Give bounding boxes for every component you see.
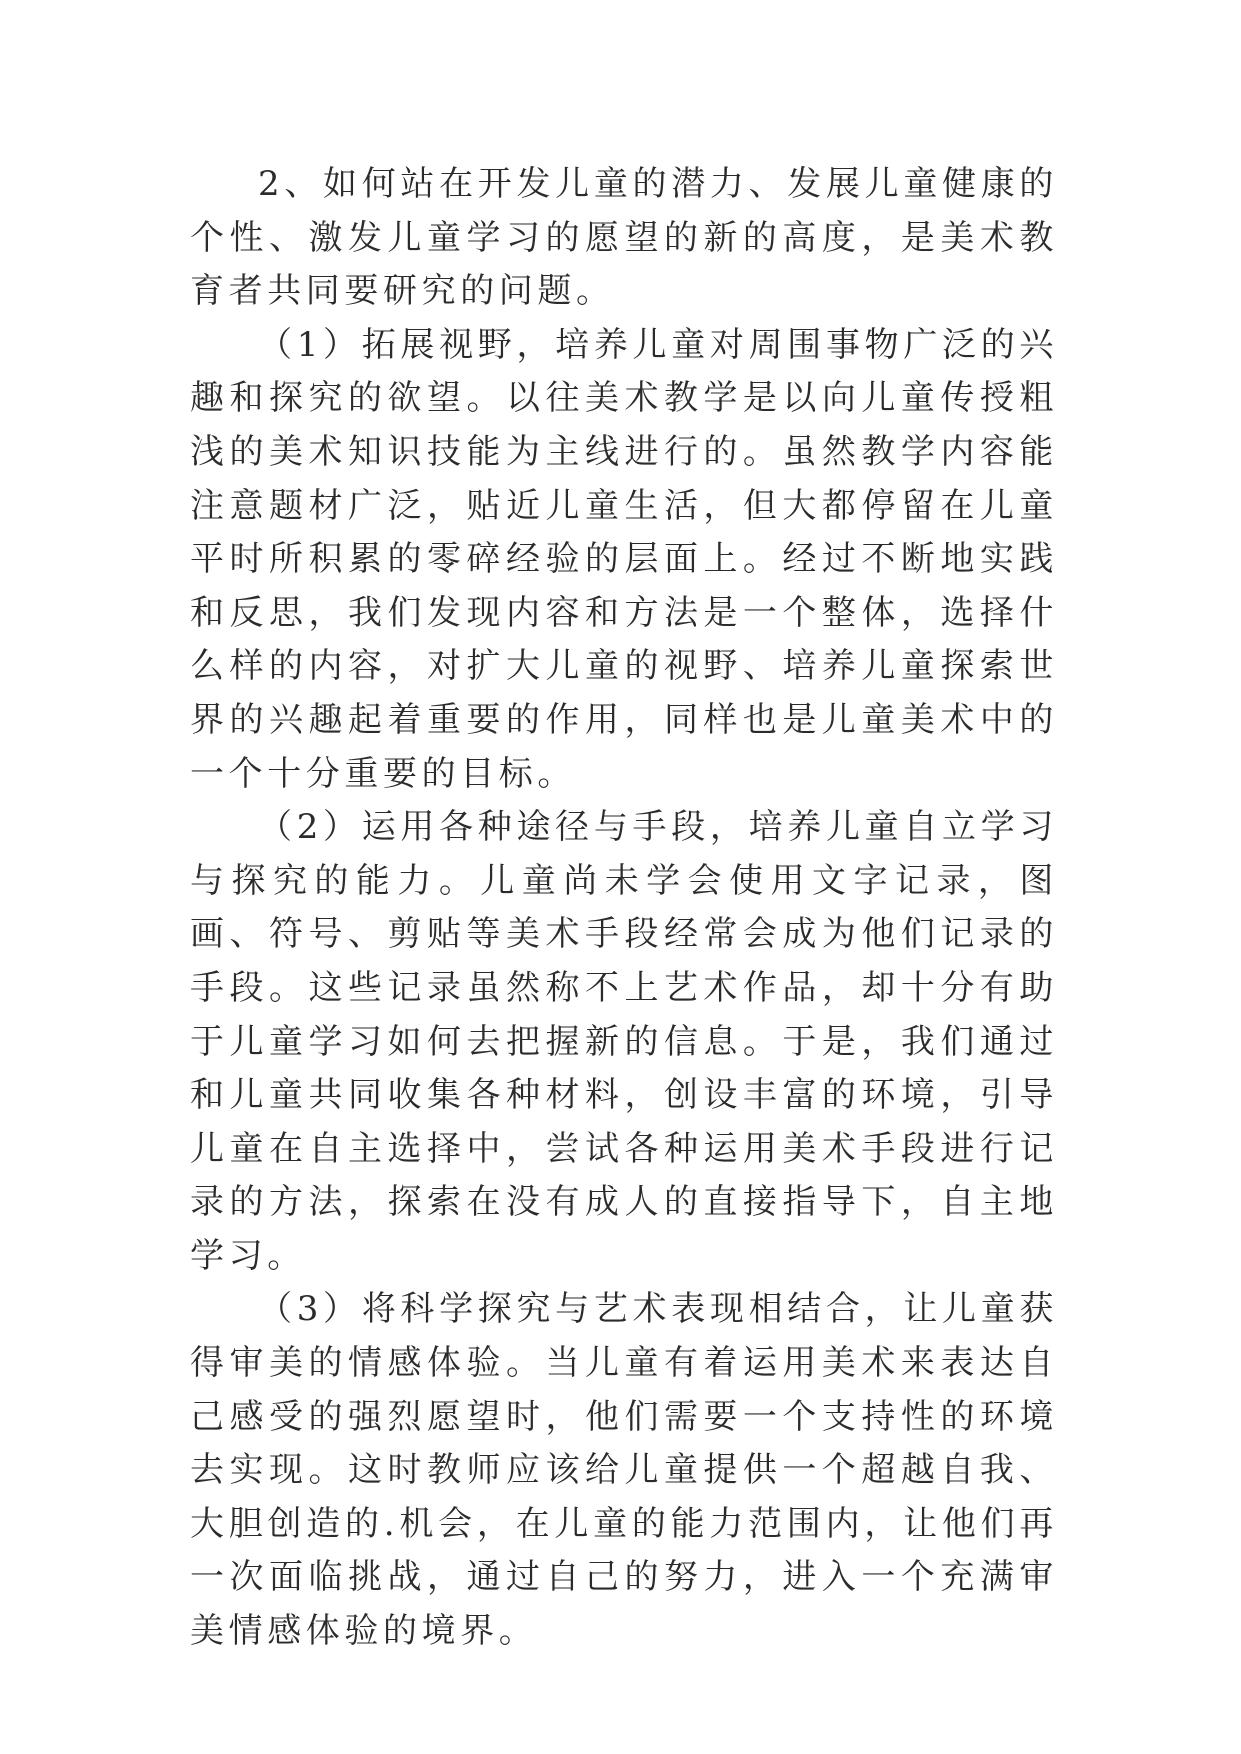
paragraph-2: （1）拓展视野，培养儿童对周围事物广泛的兴趣和探究的欲望。以往美术教学是以向儿童传授粗浅的美术知识技能为主线进行的。虽然教学内容能注意题材广泛，贴近儿童生活，但大都停留在儿童平时所积累的零碎经验的层面上。经过不断地实践和反思，我们发现内容和方法是一个整体，选择什么样的内容，对扩大儿童的视野、培养儿童探索世界的兴趣起着重要的作用，同样也是儿童美术中的一个十分重要的目标。	[190, 324, 1058, 794]
document-body	[190, 158, 1058, 1659]
paragraph-3: （2）运用各种途径与手段，培养儿童自立学习与探究的能力。儿童尚未学会使用文字记录，图画、符号、剪贴等美术手段经常会成为他们记录的手段。这些记录虽然称不上艺术作品，却十分有助于儿童学习如何去把握新的信息。于是，我们通过和儿童共同收集各种材料，创设丰富的环境，引导儿童在自主选择中，尝试各种运用美术手段进行记录的方法，探索在没有成人的直接指导下，自主地学习。	[190, 807, 1058, 1276]
paragraph-1: 2、如何站在开发儿童的潜力、发展儿童健康的个性、激发儿童学习的愿望的新的高度，是美术教育者共同要研究的问题。	[190, 164, 1058, 312]
paragraph-4: （3）将科学探究与艺术表现相结合，让儿童获得审美的情感体验。当儿童有着运用美术来表达自己感受的强烈愿望时，他们需要一个支持性的环境去实现。这时教师应该给儿童提供一个超越自我、大胆创造的.机会，在儿童的能力范围内，让他们再一次面临挑战，通过自己的努力，进入一个充满审美情感体验的境界。	[190, 1289, 1058, 1652]
